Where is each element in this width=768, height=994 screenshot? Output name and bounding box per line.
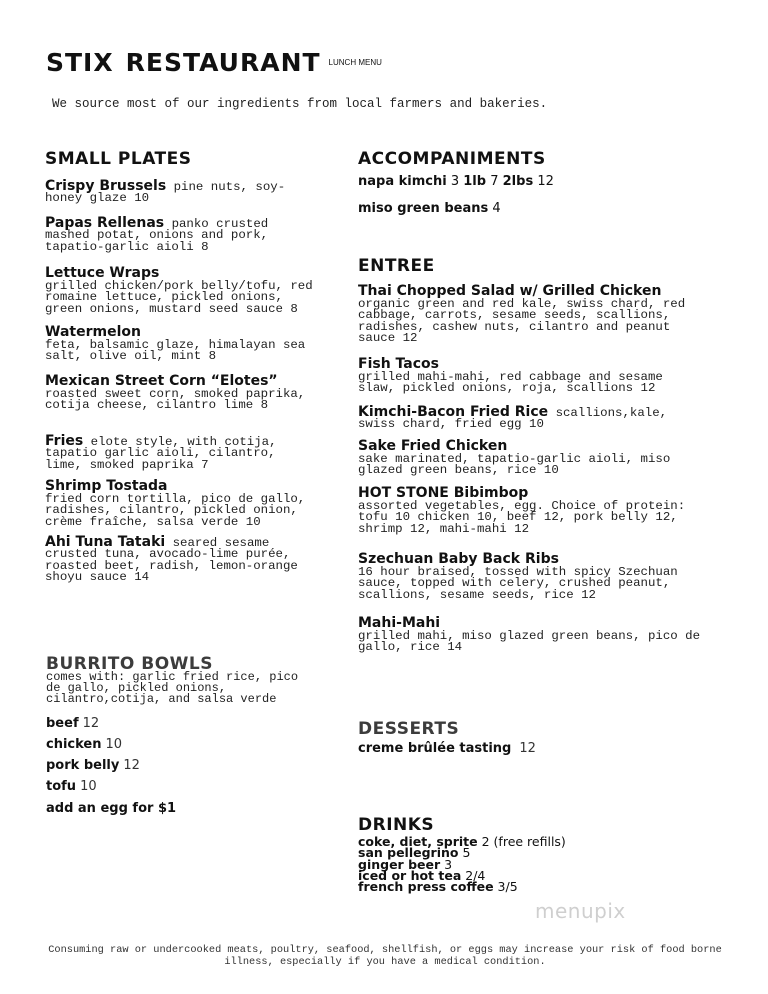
item-price: 7 <box>490 174 499 189</box>
burrito-item-beef <box>46 716 99 731</box>
dessert-creme-brulee <box>358 741 536 756</box>
drink-item <box>358 879 566 895</box>
item-name: miso green beans <box>358 201 489 216</box>
item-desc: feta, balsamic glaze, himalayan sea salt, olive oil, mint 8 <box>45 338 306 364</box>
item-name: iced or hot tea <box>358 867 462 883</box>
item-price: 4 <box>492 201 501 216</box>
item-name: french press coffee <box>358 879 494 895</box>
item-size: 2lbs <box>502 174 534 189</box>
entree-item-szechuan-ribs <box>358 551 718 601</box>
item-desc: scallions,kale, swiss chard, fried egg 10 <box>358 406 668 432</box>
burrito-item-pork-belly <box>46 758 140 773</box>
restaurant-title <box>46 48 382 77</box>
burrito-addon-egg: add an egg for $1 <box>46 801 177 816</box>
title-word-stix: STIX <box>46 48 114 77</box>
accompaniment-napa-kimchi <box>358 174 554 189</box>
menu-item-papas-rellenas <box>45 215 295 254</box>
menu-item-shrimp-tostada <box>45 478 315 528</box>
item-name: Sake Fried Chicken <box>358 438 508 454</box>
item-desc: roasted sweet corn, smoked paprika, cotija cheese, cilantro lime 8 <box>45 387 306 413</box>
item-name: Kimchi-Bacon Fried Rice <box>358 404 549 420</box>
drinks-list <box>358 834 566 895</box>
item-price: 12 <box>123 758 140 773</box>
item-name: Fries <box>45 433 84 449</box>
item-price: 12 <box>519 741 536 756</box>
drinks-heading: DRINKS <box>358 815 435 835</box>
item-name: Crispy Brussels <box>45 178 167 194</box>
item-name: Szechuan Baby Back Ribs <box>358 551 559 567</box>
item-price: 3 <box>444 856 453 872</box>
entree-item-fish-tacos <box>358 356 703 395</box>
menu-item-watermelon <box>45 324 315 363</box>
item-desc: panko crusted mashed potat, onions and pork, tapatio-garlic aioli 8 <box>45 217 269 254</box>
accompaniment-miso-green-beans <box>358 201 501 216</box>
item-desc: fried corn tortilla, pico de gallo, radishes, cilantro, pickled onion, crème fraîche, salsa verde 10 <box>45 492 306 529</box>
item-name: pork belly <box>46 758 120 773</box>
entree-heading: ENTREE <box>358 256 435 276</box>
menu-item-ahi-tuna-tataki <box>45 534 315 585</box>
menu-item-fries <box>45 433 295 472</box>
item-desc: pine nuts, soy-honey glaze 10 <box>45 180 286 206</box>
menu-item-elotes <box>45 373 315 412</box>
item-desc: grilled mahi-mahi, red cabbage and sesame slaw, pickled onions, roja, scallions 12 <box>358 370 663 396</box>
food-safety-disclaimer: Consuming raw or undercooked meats, poultry, seafood, shellfish, or eggs may increase your risk of food borne illness, especially if you have a medical condition. <box>48 944 722 968</box>
burrito-bowls-desc: comes with: garlic fried rice, pico de gallo, pickled onions, cilantro,cotija, and salsa verde <box>46 670 299 706</box>
desserts-heading: DESSERTS <box>358 719 460 739</box>
item-price: 10 <box>105 737 123 752</box>
item-price: 5 <box>462 845 471 861</box>
item-name: Lettuce Wraps <box>45 265 160 281</box>
entree-item-mahi-mahi <box>358 615 718 654</box>
menu-subtitle: LUNCH MENU <box>328 58 382 67</box>
item-name: tofu <box>46 779 77 794</box>
item-name: Fish Tacos <box>358 356 439 372</box>
item-desc: seared sesame crusted tuna, avocado-lime purée, roasted beet, radish, lemon-orange shoyu sauce 14 <box>45 536 298 585</box>
small-plates-heading: SMALL PLATES <box>45 149 192 169</box>
tagline: We source most of our ingredients from local farmers and bakeries. <box>52 97 548 111</box>
burrito-item-tofu <box>46 779 97 794</box>
burrito-item-chicken <box>46 737 122 752</box>
item-desc: grilled chicken/pork belly/tofu, red romaine lettuce, pickled onions, green onions, mustard seed sauce 8 <box>45 279 313 316</box>
item-desc: 16 hour braised, tossed with spicy Szechuan sauce, topped with celery, crushed peanut, scallions, sesame seeds, rice 12 <box>358 565 678 602</box>
item-size: 1lb <box>463 174 487 189</box>
item-name: Thai Chopped Salad w/ Grilled Chicken <box>358 283 662 299</box>
item-desc: organic green and red kale, swiss chard, red cabbage, carrots, sesame seeds, scallions, radishes, cashew nuts, cilantro and peanut sauce 12 <box>358 297 686 346</box>
item-price: 10 <box>80 779 97 794</box>
menu-item-crispy-brussels <box>45 178 315 206</box>
item-name: Papas Rellenas <box>45 215 165 231</box>
entree-item-sake-fried-chicken <box>358 438 703 477</box>
item-name: Ahi Tuna Tataki <box>45 534 166 550</box>
item-name: Watermelon <box>45 324 141 340</box>
item-price: 2/4 <box>465 867 486 883</box>
entree-item-thai-chopped-salad <box>358 283 703 345</box>
item-price: 3/5 <box>497 879 518 895</box>
item-name: beef <box>46 716 79 731</box>
entree-item-kimchi-bacon-fried-rice <box>358 404 703 432</box>
item-price: 12 <box>537 174 554 189</box>
item-desc: elote style, with cotija, tapatio garlic aioli, cilantro, lime, smoked paprika 7 <box>45 435 277 472</box>
item-desc: assorted vegetables, egg. Choice of protein: tofu 10 chicken 10, beef 12, pork belly 12, shrimp 12, mahi-mahi 12 <box>358 499 686 536</box>
item-price: 12 <box>82 716 100 731</box>
item-desc: sake marinated, tapatio-garlic aioli, miso glazed green beans, rice 10 <box>358 452 671 478</box>
accompaniments-heading: ACCOMPANIMENTS <box>358 149 546 169</box>
item-name: creme brûlée tasting <box>358 741 512 756</box>
item-name: Mexican Street Corn “Elotes” <box>45 373 278 389</box>
entree-item-hot-stone-bibimbop <box>358 485 703 535</box>
item-name: Mahi-Mahi <box>358 615 441 631</box>
item-name: chicken <box>46 737 102 752</box>
item-name: coke, diet, sprite <box>358 834 478 849</box>
item-price: 3 <box>450 174 460 189</box>
menupix-watermark: menupix <box>535 899 626 923</box>
title-word-restaurant: RESTAURANT <box>125 48 321 77</box>
burrito-bowls-heading: BURRITO BOWLS <box>46 654 213 674</box>
item-price: 2 (free refills) <box>481 834 566 849</box>
item-name: Shrimp Tostada <box>45 478 168 494</box>
item-name: san pellegrino <box>358 845 459 861</box>
item-desc: grilled mahi, miso glazed green beans, pico de gallo, rice 14 <box>358 629 701 655</box>
item-name: napa kimchi <box>358 174 447 189</box>
item-name: ginger beer <box>358 856 441 872</box>
menu-item-lettuce-wraps <box>45 265 325 315</box>
item-name: HOT STONE Bibimbop <box>358 485 529 501</box>
